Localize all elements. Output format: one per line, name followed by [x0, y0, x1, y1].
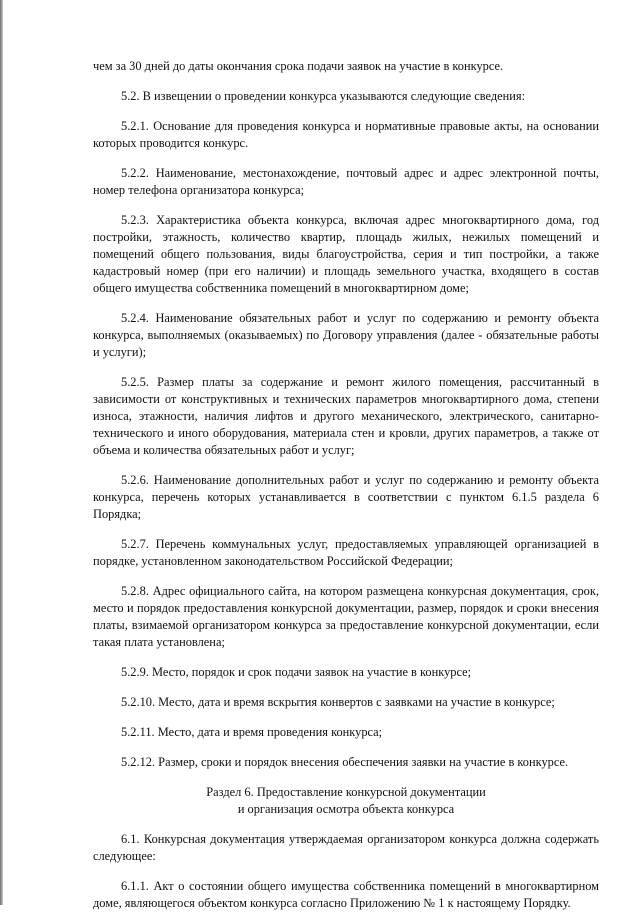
paragraph-5-2-4: 5.2.4. Наименование обязательных работ и услуг по содержанию и ремонту объекта конкурса, выполняемых (оказываемых) по Договору управления (далее - обязательные работы и услуги);: [93, 311, 599, 359]
paragraph-5-2-5: 5.2.5. Размер платы за содержание и ремонт жилого помещения, рассчитанный в зависимости от конструктивных и технических параметров многоквартирного дома, степени износа, этажности, наличия лифтов и другого механического, электрического, санитарно-технического и иного оборудования, материала стен и кровли, других параметров, а также от объема и количества обязательных работ и услуг;: [93, 375, 599, 457]
paragraph-6-1: 6.1. Конкурсная документация утверждаемая организатором конкурса должна содержать следующее:: [93, 832, 599, 863]
paragraph-5-2: 5.2. В извещении о проведении конкурса указываются следующие сведения:: [121, 89, 526, 103]
document-page: [93, 58, 599, 923]
paragraph-5-2-6: 5.2.6. Наименование дополнительных работ и услуг по содержанию и ремонту объекта конкурса, перечень которых устанавливается в соответствии с пунктом 6.1.5 раздела 6 Порядка;: [93, 473, 599, 521]
paragraph-5-2-8: 5.2.8. Адрес официального сайта, на котором размещена конкурсная документация, срок, место и порядок предоставления конкурсной документации, размер, порядок и сроки внесения платы, взимаемой организатором конкурса за предоставление конкурсной документации, если такая плата установлена;: [93, 584, 599, 649]
section-heading-line-2: и организация осмотра объекта конкурса: [237, 802, 455, 816]
paragraph-5-2-3: 5.2.3. Характеристика объекта конкурса, включая адрес многоквартирного дома, год постройки, этажность, количество квартир, площадь жилых, нежилых помещений и помещений общего пользования, виды благоустройства, серия и тип постройки, а также кадастровый номер (при его наличии) и площадь земельного участка, входящего в состав общего имущества собственника помещений в многоквартирном доме;: [93, 213, 599, 295]
paragraph-6-1-1: 6.1.1. Акт о состоянии общего имущества собственника помещений в многоквартирном доме, являющегося объектом конкурса согласно Приложению № 1 к настоящему Порядку.: [93, 879, 599, 910]
paragraph-5-2-1: 5.2.1. Основание для проведения конкурса и нормативные правовые акты, на основании которых проводится конкурс.: [93, 119, 599, 150]
paragraph-5-2-2: 5.2.2. Наименование, местонахождение, почтовый адрес и адрес электронной почты, номер телефона организатора конкурса;: [93, 166, 599, 197]
paragraph-5-2-7: 5.2.7. Перечень коммунальных услуг, предоставляемых управляющей организацией в порядке, установленном законодательством Российской Федерации;: [93, 537, 599, 568]
section-heading-line-1: Раздел 6. Предоставление конкурсной документации: [206, 785, 486, 799]
scan-edge: [0, 0, 3, 905]
paragraph-5-2-10: 5.2.10. Место, дата и время вскрытия конвертов с заявками на участие в конкурсе;: [121, 695, 555, 709]
paragraph-5-2-12: 5.2.12. Размер, сроки и порядок внесения обеспечения заявки на участие в конкурсе.: [121, 755, 569, 769]
paragraph-5-2-11: 5.2.11. Место, дата и время проведения конкурса;: [121, 725, 383, 739]
paragraph-continuation: чем за 30 дней до даты окончания срока подачи заявок на участие в конкурсе.: [93, 59, 504, 73]
section-6-heading: [93, 784, 599, 818]
paragraph-5-2-9: 5.2.9. Место, порядок и срок подачи заявок на участие в конкурсе;: [121, 665, 472, 679]
